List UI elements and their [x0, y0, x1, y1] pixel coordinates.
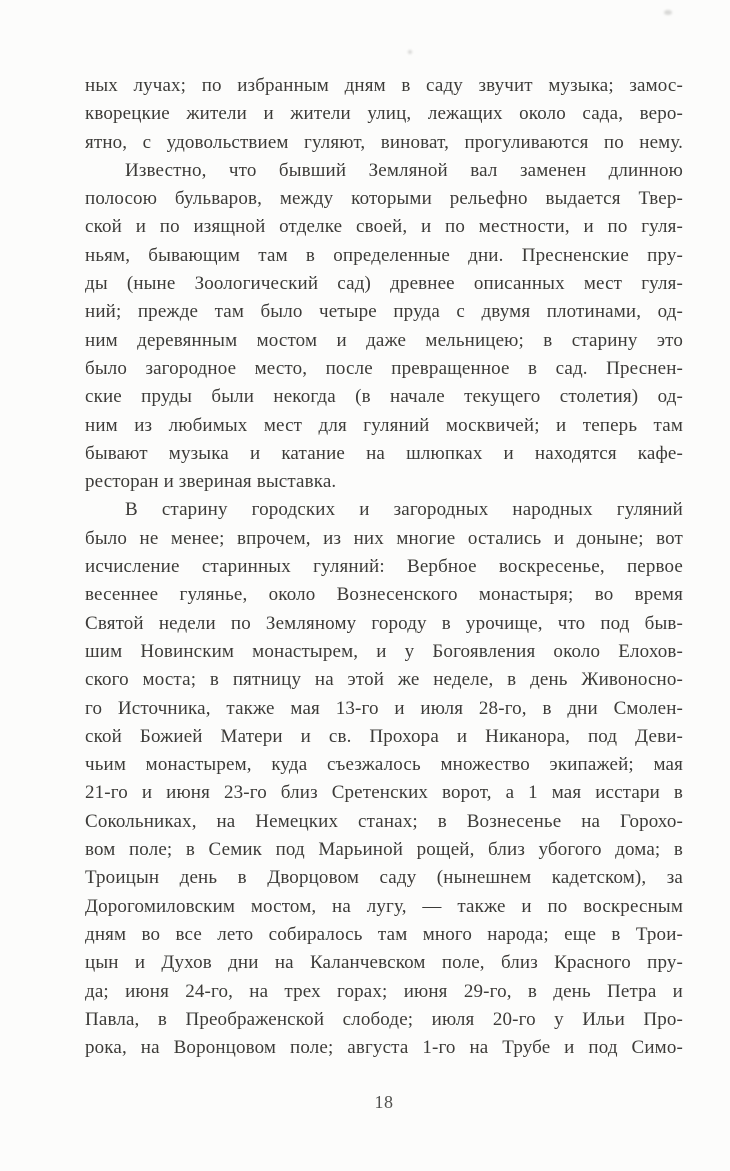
scan-speck [408, 50, 412, 54]
text-line: го Источника, также мая 13-го и июля 28-го, в дни Смолен- [85, 697, 683, 719]
text-line: было не менее; впрочем, из них многие остались и доныне; вот [85, 527, 683, 549]
text-line: бывают музыка и катание на шлюпках и находятся кафе- [85, 442, 683, 464]
text-line: Дорогомиловским мостом, на лугу, — также и по воскресным [85, 895, 683, 917]
text-line: Павла, в Преображенской слободе; июля 20-го у Ильи Про- [85, 1008, 683, 1030]
text-line: ним деревянным мостом и даже мельницею; в старину это [85, 329, 683, 351]
text-line: ского моста; в пятницу на этой же неделе, в день Живоносно- [85, 669, 683, 691]
text-line: вом поле; в Семик под Марьиной рощей, близ убогого дома; в [85, 839, 683, 861]
text-line: цын и Духов дни на Каланчевском поле, близ Красного пру- [85, 952, 683, 974]
text-line: Сокольниках, на Немецких станах; в Вознесенье на Горохо- [85, 810, 683, 832]
text-line: чьим монастырем, куда съезжалось множество экипажей; мая [85, 754, 683, 776]
page-text-block [85, 72, 683, 1062]
text-line: ды (ныне Зоологический сад) древнее описанных мест гуля- [85, 273, 683, 295]
text-line: В старину городских и загородных народных гуляний [125, 499, 683, 521]
text-line: шим Новинским монастырем, и у Богоявления около Елохов- [85, 640, 683, 662]
text-line: ятно, с удовольствием гуляют, виноват, прогуливаются по нему. [85, 131, 683, 153]
text-line: рока, на Воронцовом поле; августа 1-го на Трубе и под Симо- [85, 1037, 683, 1059]
page-number: 18 [374, 1092, 394, 1112]
text-line: ним из любимых мест для гуляний москвичей; и теперь там [85, 414, 683, 436]
scan-speck [664, 10, 672, 15]
text-line: ресторан и звериная выставка. [85, 471, 337, 493]
text-line: ской и по изящной отделке своей, и по местности, и по гуля- [85, 216, 683, 238]
text-line: было загородное место, после превращенное в сад. Преснен- [85, 357, 683, 379]
text-line: ньям, бывающим там в определенные дни. Пресненские пру- [85, 244, 683, 266]
text-line: ской Божией Матери и св. Прохора и Никанора, под Деви- [85, 725, 683, 747]
text-line: дням во все лето собиралось там много народа; еще в Трои- [85, 923, 683, 945]
text-line: Известно, что бывший Земляной вал заменен длинною [125, 159, 683, 181]
text-line: весеннее гулянье, около Вознесенского монастыря; во время [85, 584, 683, 606]
text-line: кворецкие жители и жители улиц, лежащих около сада, веро- [85, 103, 683, 125]
text-line: полосою бульваров, между которыми рельефно выдается Твер- [85, 188, 683, 210]
text-line: Святой недели по Земляному городу в урочище, что под быв- [85, 612, 683, 634]
text-line: ных лучах; по избранным дням в саду звучит музыка; замос- [85, 75, 683, 96]
text-line: Троицын день в Дворцовом саду (нынешнем кадетском), за [85, 867, 683, 889]
text-line: исчисление старинных гуляний: Вербное воскресенье, первое [85, 556, 683, 578]
text-line: ний; прежде там было четыре пруда с двумя плотинами, од- [85, 301, 683, 323]
text-line: да; июня 24-го, на трех горах; июня 29-го, в день Петра и [85, 980, 683, 1002]
text-line: ские пруды были некогда (в начале текущего столетия) од- [85, 386, 683, 408]
text-line: 21-го и июня 23-го близ Сретенских ворот, а 1 мая исстари в [85, 782, 683, 804]
